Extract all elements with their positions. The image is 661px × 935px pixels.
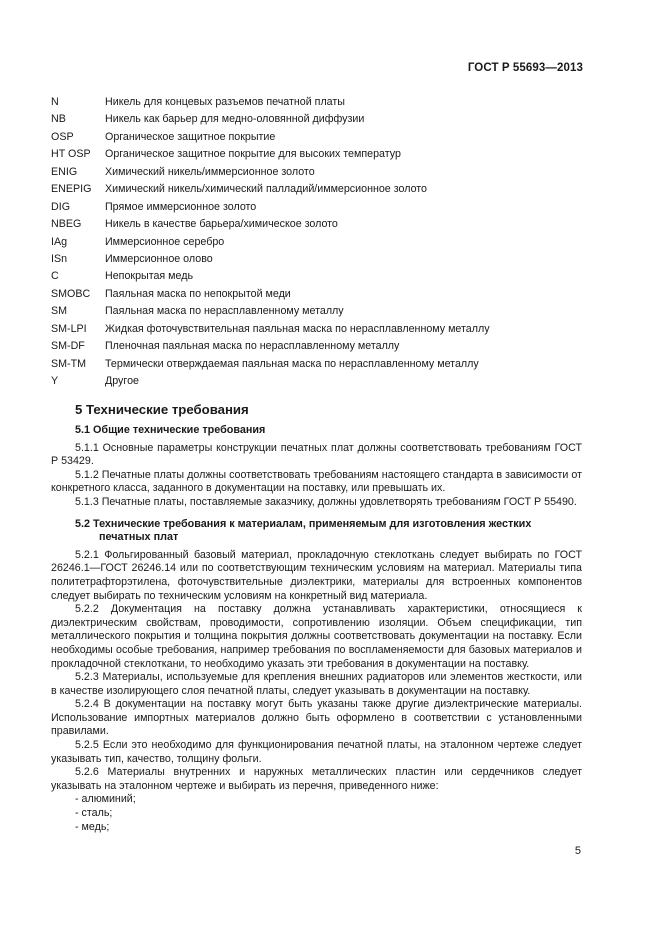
abbreviation-description: Непокрытая медь bbox=[105, 270, 194, 283]
abbreviation-row bbox=[51, 303, 591, 320]
abbreviation-description: Никель как барьер для медно-оловянной диффузии bbox=[105, 113, 365, 126]
abbreviation-row bbox=[51, 146, 591, 163]
abbreviation-list bbox=[51, 94, 591, 390]
paragraph-5-2-1: 5.2.1 Фольгированный базовый материал, прокладочную стеклоткань следует выбирать по ГОСТ 26246.1—ГОСТ 26246.14 или по соответствующим техническим условиям на материал. Материалы типа политетрафторэтилена, фоточувствительные диэлектрики, материалы для встроенных компонентов следует выбирать по техническим условиям на конкретный вид материала. bbox=[51, 548, 582, 602]
abbreviation-row bbox=[51, 111, 591, 128]
abbreviation-term: ISn bbox=[51, 252, 68, 265]
section-5 bbox=[51, 402, 582, 834]
abbreviation-description: Иммерсионное серебро bbox=[105, 235, 225, 248]
abbreviation-description: Паяльная маска по нерасплавленному металлу bbox=[105, 305, 344, 318]
subsection-title-5-1: 5.1 Общие технические требования bbox=[75, 424, 266, 436]
abbreviation-description: Органическое защитное покрытие bbox=[105, 130, 276, 143]
list-item: - сталь; bbox=[75, 807, 113, 820]
paragraph-5-1-3: 5.1.3 Печатные платы, поставляемые заказчику, должны удовлетворять требованиям ГОСТ Р 55490. bbox=[75, 495, 577, 508]
abbreviation-term: SM bbox=[51, 305, 68, 318]
abbreviation-row bbox=[51, 181, 591, 198]
abbreviation-description: Органическое защитное покрытие для высоких температур bbox=[105, 148, 401, 161]
abbreviation-term: ENIG bbox=[51, 165, 78, 178]
abbreviation-term: SM-LPI bbox=[51, 322, 87, 335]
abbreviation-term: IAg bbox=[51, 235, 68, 248]
abbreviation-row bbox=[51, 216, 591, 233]
abbreviation-row bbox=[51, 234, 591, 251]
standard-header: ГОСТ Р 55693—2013 bbox=[467, 62, 583, 74]
section-title: 5 Технические требования bbox=[75, 402, 249, 417]
abbreviation-description: Прямое иммерсионное золото bbox=[105, 200, 257, 213]
list-item: - алюминий; bbox=[75, 793, 136, 806]
abbreviation-row bbox=[51, 373, 591, 390]
abbreviation-term: SM-DF bbox=[51, 340, 85, 353]
abbreviation-description: Другое bbox=[105, 375, 139, 387]
abbreviation-term: ENEPIG bbox=[51, 183, 92, 196]
abbreviation-term: SMOBC bbox=[51, 287, 91, 300]
abbreviation-term: NB bbox=[51, 113, 66, 126]
paragraph-5-2-5: 5.2.5 Если это необходимо для функционирования печатной платы, на эталонном чертеже следует указывать тип, качество, толщину фольги. bbox=[51, 739, 582, 765]
paragraph-5-2-3: 5.2.3 Материалы, используемые для крепления внешних радиаторов или элементов жесткости, или в качестве изолирующего слоя печатной платы, следует указывать в документации на поставку. bbox=[51, 671, 582, 697]
abbreviation-description: Химический никель/химический палладий/иммерсионное золото bbox=[105, 183, 427, 196]
abbreviation-term: C bbox=[51, 270, 59, 283]
paragraph-5-2-2: 5.2.2 Документация на поставку должна устанавливать характеристики, относящиеся к диэлектрическим свойствам, проводимости, сопротивлению изоляции. Объем спецификации, тип металлического покрытия и толщина покрытия должны соответствовать документации на поставку. Если необходимы особые требования, например требования по воспламеняемости для базовых материалов и прокладочной стеклоткани, то необходимо указать эти требования в документации на поставку. bbox=[51, 603, 582, 670]
paragraph-5-2-4: 5.2.4 В документации на поставку могут быть указаны также другие диэлектрические материалы. Использование импортных материалов должно быть оформлено в соответствии с установленными правилами. bbox=[51, 698, 582, 738]
abbreviation-row bbox=[51, 129, 591, 146]
abbreviation-row bbox=[51, 356, 591, 373]
abbreviation-term: DIG bbox=[51, 200, 71, 213]
abbreviation-row bbox=[51, 321, 591, 338]
abbreviation-row bbox=[51, 268, 591, 285]
abbreviation-term: Y bbox=[51, 375, 59, 387]
abbreviation-term: N bbox=[51, 96, 59, 108]
abbreviation-description: Иммерсионное олово bbox=[105, 252, 213, 265]
abbreviation-row bbox=[51, 164, 591, 181]
paragraph-5-1-1: 5.1.1 Основные параметры конструкции печатных плат должны соответствовать требованиям ГОСТ Р 53429. bbox=[51, 441, 582, 468]
abbreviation-row bbox=[51, 199, 591, 216]
subsection-title-5-2: 5.2 Технические требования к материалам, применяемым для изготовления жестких печатных плат bbox=[75, 517, 532, 544]
abbreviation-row bbox=[51, 338, 591, 355]
list-item: - медь; bbox=[75, 820, 110, 833]
abbreviation-term: HT OSP bbox=[51, 148, 91, 161]
abbreviation-term: NBEG bbox=[51, 218, 82, 231]
abbreviation-description: Жидкая фоточувствительная паяльная маска по нерасплавленному металлу bbox=[105, 322, 490, 335]
paragraph-5-1-2: 5.1.2 Печатные платы должны соответствовать требованиям настоящего стандарта в зависимости от конкретного класса, заданного в документации на поставку, или превышать их. bbox=[51, 468, 582, 495]
abbreviation-term: OSP bbox=[51, 130, 74, 143]
abbreviation-description: Паяльная маска по непокрытой меди bbox=[105, 287, 291, 300]
abbreviation-description: Никель в качестве барьера/химическое золото bbox=[105, 218, 338, 231]
abbreviation-description: Термически отверждаемая паяльная маска по нерасплавленному металлу bbox=[105, 357, 479, 370]
paragraph-5-2-6: 5.2.6 Материалы внутренних и наружных металлических пластин или сердечников следует указывать на эталонном чертеже и выбирать из перечня, приведенного ниже: bbox=[51, 766, 582, 792]
abbreviation-row bbox=[51, 286, 591, 303]
abbreviation-description: Химический никель/иммерсионное золото bbox=[105, 165, 315, 178]
page-number: 5 bbox=[574, 845, 581, 857]
abbreviation-row bbox=[51, 251, 591, 268]
abbreviation-row bbox=[51, 94, 591, 111]
abbreviation-description: Никель для концевых разъемов печатной платы bbox=[105, 96, 345, 108]
abbreviation-description: Пленочная паяльная маска по нерасплавленному металлу bbox=[105, 340, 400, 353]
abbreviation-term: SM-TM bbox=[51, 357, 87, 370]
